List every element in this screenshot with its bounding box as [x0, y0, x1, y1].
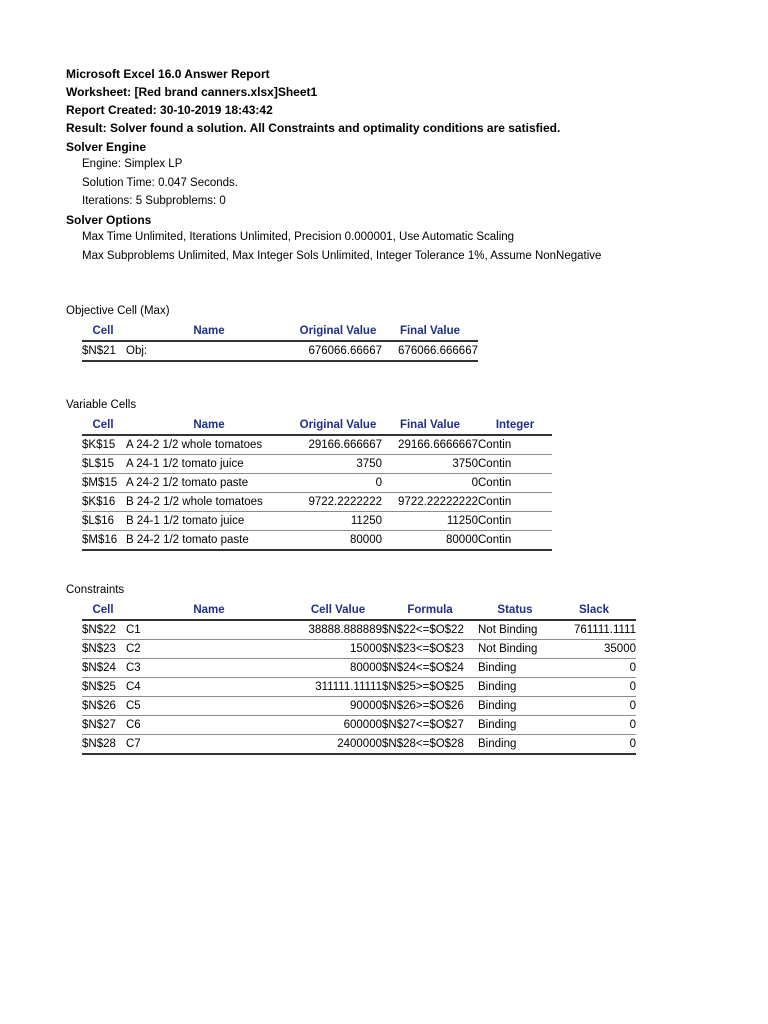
status: Binding [478, 700, 517, 712]
slack: 0 [629, 738, 636, 750]
table-row [82, 455, 552, 474]
col-name: Name [193, 604, 225, 616]
integer-type: Contin [478, 496, 512, 508]
cell-name: C3 [126, 662, 141, 674]
col-original-value: Original Value [299, 325, 377, 337]
report-title: Microsoft Excel 16.0 Answer Report [66, 67, 270, 81]
slack: 0 [629, 662, 636, 674]
table-row [82, 716, 636, 735]
table-row [82, 512, 552, 531]
formula: $N$22<=$O$22 [382, 624, 464, 636]
table-row [82, 640, 636, 659]
formula: $N$24<=$O$24 [382, 662, 464, 674]
table-row [82, 493, 552, 512]
formula: $N$26>=$O$26 [382, 700, 464, 712]
cell-ref: $N$25 [82, 681, 116, 693]
constraints-header-row [82, 601, 636, 620]
final-value: 80000 [446, 534, 478, 546]
table-row [82, 474, 552, 493]
table-row [82, 735, 636, 755]
cell-ref: $N$22 [82, 624, 116, 636]
col-name: Name [193, 419, 225, 431]
formula: $N$25>=$O$25 [382, 681, 464, 693]
col-cell: Cell [92, 419, 114, 431]
original-value: 80000 [350, 534, 382, 546]
objective-title: Objective Cell (Max) [66, 305, 170, 317]
cell-ref: $N$28 [82, 738, 116, 750]
formula: $N$23<=$O$23 [382, 643, 464, 655]
status: Not Binding [478, 624, 538, 636]
cell-value: 90000 [350, 700, 382, 712]
variables-table [82, 416, 552, 551]
original-value: 676066.66667 [308, 345, 382, 357]
table-row [82, 659, 636, 678]
slack: 35000 [604, 643, 636, 655]
final-value: 9722.22222222 [398, 496, 478, 508]
cell-ref: $N$24 [82, 662, 116, 674]
constraints-table [82, 601, 636, 755]
cell-ref: $N$21 [82, 345, 116, 357]
cell-name: A 24-2 1/2 tomato paste [126, 477, 249, 489]
constraints-title: Constraints [66, 584, 125, 596]
col-final-value: Final Value [399, 325, 461, 337]
cell-ref: $L$15 [82, 458, 114, 470]
cell-name: A 24-1 1/2 tomato juice [126, 458, 244, 470]
slack: 0 [629, 719, 636, 731]
col-cell: Cell [92, 325, 114, 337]
original-value: 0 [375, 477, 382, 489]
col-cell-value: Cell Value [310, 604, 366, 616]
cell-value: 38888.888889 [308, 624, 382, 636]
cell-ref: $N$27 [82, 719, 116, 731]
objective-table [82, 322, 478, 362]
cell-name: Obj: [126, 345, 148, 357]
cell-name: C6 [126, 719, 141, 731]
cell-name: B 24-2 1/2 whole tomatoes [126, 496, 263, 508]
table-row [82, 341, 478, 361]
integer-type: Contin [478, 534, 512, 546]
cell-ref: $K$16 [82, 496, 116, 508]
status: Binding [478, 681, 517, 693]
formula: $N$27<=$O$27 [382, 719, 464, 731]
col-formula: Formula [407, 604, 453, 616]
col-status: Status [497, 604, 533, 616]
status: Not Binding [478, 643, 538, 655]
variables-header-row [82, 416, 552, 435]
variables-title: Variable Cells [66, 399, 137, 411]
engine-heading: Solver Engine [66, 140, 147, 154]
cell-name: B 24-1 1/2 tomato juice [126, 515, 245, 527]
table-row [82, 435, 552, 455]
integer-type: Contin [478, 439, 512, 451]
final-value: 676066.666667 [398, 345, 478, 357]
status: Binding [478, 738, 517, 750]
status: Binding [478, 719, 517, 731]
col-name: Name [193, 325, 225, 337]
cell-name: A 24-2 1/2 whole tomatoes [126, 439, 263, 451]
iterations-line: Iterations: 5 Subproblems: 0 [82, 195, 226, 207]
cell-name: C2 [126, 643, 141, 655]
cell-value: 15000 [350, 643, 382, 655]
integer-type: Contin [478, 458, 512, 470]
col-slack: Slack [578, 604, 610, 616]
table-row [82, 697, 636, 716]
cell-ref: $N$26 [82, 700, 116, 712]
table-row [82, 678, 636, 697]
objective-header-row [82, 322, 478, 341]
options-line-2: Max Subproblems Unlimited, Max Integer Sols Unlimited, Integer Tolerance 1%, Assume NonNegative [82, 250, 602, 262]
cell-name: C4 [126, 681, 141, 693]
integer-type: Contin [478, 515, 512, 527]
slack: 761111.1111 [573, 624, 636, 636]
col-cell: Cell [92, 604, 114, 616]
cell-value: 311111.11111 [315, 681, 382, 693]
cell-name: B 24-2 1/2 tomato paste [126, 534, 249, 546]
final-value: 0 [471, 477, 478, 489]
col-final-value: Final Value [399, 419, 461, 431]
cell-ref: $K$15 [82, 439, 116, 451]
final-value: 11250 [446, 515, 478, 527]
created-line: Report Created: 30-10-2019 18:43:42 [66, 103, 273, 117]
table-row [82, 531, 552, 551]
cell-ref: $N$23 [82, 643, 116, 655]
solution-time: Solution Time: 0.047 Seconds. [82, 177, 238, 189]
integer-type: Contin [478, 477, 512, 489]
options-line-1: Max Time Unlimited, Iterations Unlimited, Precision 0.000001, Use Automatic Scaling [82, 231, 515, 243]
cell-name: C7 [126, 738, 141, 750]
cell-ref: $M$15 [82, 477, 118, 489]
cell-value: 600000 [343, 719, 382, 731]
cell-name: C5 [126, 700, 141, 712]
engine-type: Engine: Simplex LP [82, 158, 183, 170]
options-heading: Solver Options [66, 213, 152, 227]
final-value: 29166.6666667 [398, 439, 478, 451]
final-value: 3750 [452, 458, 478, 470]
cell-name: C1 [126, 624, 141, 636]
original-value: 11250 [350, 515, 382, 527]
cell-ref: $L$16 [82, 515, 114, 527]
original-value: 29166.666667 [308, 439, 382, 451]
status: Binding [478, 662, 517, 674]
col-original-value: Original Value [299, 419, 377, 431]
cell-value: 2400000 [337, 738, 382, 750]
original-value: 3750 [356, 458, 382, 470]
slack: 0 [629, 700, 636, 712]
worksheet-line: Worksheet: [Red brand canners.xlsx]Sheet1 [66, 85, 318, 99]
table-row [82, 620, 636, 640]
original-value: 9722.2222222 [308, 496, 382, 508]
cell-ref: $M$16 [82, 534, 118, 546]
cell-value: 80000 [350, 662, 382, 674]
result-line: Result: Solver found a solution. All Constraints and optimality conditions are satisfied. [66, 121, 561, 135]
slack: 0 [629, 681, 636, 693]
formula: $N$28<=$O$28 [382, 738, 464, 750]
col-integer: Integer [495, 419, 535, 431]
